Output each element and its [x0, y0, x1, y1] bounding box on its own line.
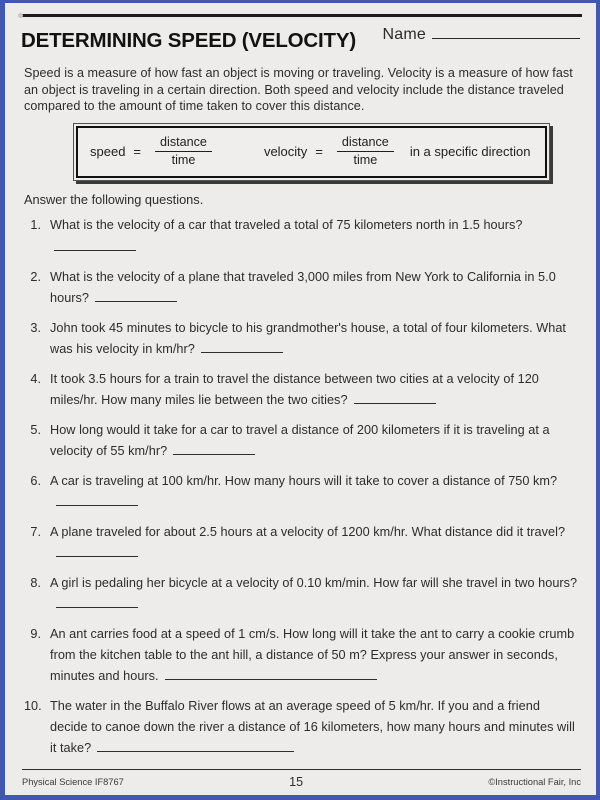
question-text: What is the velocity of a plane that traveled 3,000 miles from New York to California in 5.0 hours?: [50, 270, 556, 305]
speed-denominator: time: [171, 152, 196, 167]
question-number: 7.: [30, 525, 41, 539]
question-item: [24, 420, 580, 462]
question-body: [50, 522, 580, 564]
question-body: [50, 215, 580, 258]
question-text: How long would it take for a car to travel a distance of 200 kilometers if it is traveling at a velocity of 55 km/hr?: [50, 423, 550, 458]
speed-numerator: distance: [155, 135, 212, 152]
velocity-term-label: velocity: [263, 143, 308, 159]
question-number: 4.: [30, 372, 41, 386]
worksheet-sheet: [5, 3, 596, 795]
question-number: 10.: [24, 699, 42, 713]
question-item: [24, 267, 580, 309]
answer-instructions: Answer the following questions.: [24, 192, 204, 207]
question-item: [24, 522, 580, 564]
question-item: [24, 471, 580, 513]
question-text: The water in the Buffalo River flows at an average speed of 5 km/hr. If you and a friend decide to canoe down the river a distance of 16 kilometers, how many hours and minutes will it take?: [50, 699, 575, 755]
question-number: 8.: [30, 576, 41, 590]
answer-blank[interactable]: [354, 391, 436, 404]
answer-blank[interactable]: [201, 340, 283, 353]
question-number: 3.: [30, 321, 41, 335]
question-body: [50, 573, 580, 615]
worksheet-header: [21, 25, 582, 53]
question-text: A girl is pedaling her bicycle at a velocity of 0.10 km/min. How far will she travel in two hours?: [50, 576, 578, 590]
name-input-line[interactable]: [432, 25, 580, 39]
question-body: [50, 267, 580, 309]
answer-blank[interactable]: [56, 493, 138, 506]
question-item: [24, 369, 580, 411]
question-number: 5.: [30, 423, 41, 437]
question-item: [24, 318, 580, 360]
page-footer: [22, 775, 581, 789]
formula-box-inner-border: [76, 126, 547, 178]
answer-blank[interactable]: [56, 595, 138, 608]
question-text: John took 45 minutes to bicycle to his grandmother's house, a total of four kilometers. What was his velocity in km/hr?: [50, 321, 566, 356]
name-field-group: [383, 25, 582, 44]
footer-divider-rule: [22, 769, 581, 770]
question-text: A car is traveling at 100 km/hr. How many hours will it take to cover a distance of 750 km?: [50, 474, 558, 488]
footer-page-number: 15: [289, 775, 304, 789]
header-divider-rule: [21, 14, 582, 17]
speed-term-label: speed: [90, 143, 126, 159]
speed-equals-sign: =: [133, 143, 142, 159]
question-item: [24, 215, 580, 258]
question-text: What is the velocity of a car that traveled a total of 75 kilometers north in 1.5 hours?: [50, 218, 523, 232]
answer-blank[interactable]: [54, 238, 136, 251]
answer-blank[interactable]: [97, 739, 294, 752]
formula-box-outer-border: [73, 123, 550, 181]
question-number: 2.: [30, 270, 41, 284]
answer-blank[interactable]: [173, 442, 255, 455]
question-item: [24, 573, 580, 615]
answer-blank[interactable]: [56, 544, 138, 557]
answer-blank-row: [50, 237, 580, 258]
question-body: [50, 318, 580, 360]
question-body: [50, 420, 580, 462]
name-label: Name: [382, 26, 426, 43]
question-number: 9.: [30, 627, 41, 641]
velocity-equals-sign: =: [315, 143, 323, 159]
question-body: [50, 624, 580, 687]
velocity-numerator: distance: [337, 135, 394, 152]
question-list: [24, 215, 580, 768]
question-text: It took 3.5 hours for a train to travel the distance between two cities at a velocity of 120 miles/hr. How many miles lie between the two cities?: [50, 372, 539, 407]
question-number: 6.: [30, 474, 41, 488]
formula-box: [73, 123, 550, 181]
question-item: [24, 696, 580, 759]
velocity-denominator: time: [353, 152, 378, 167]
question-body: [50, 696, 580, 759]
intro-paragraph: Speed is a measure of how fast an object is moving or traveling. Velocity is a measure of how fast an object is traveling in a certain direction. Both speed and velocity include the distance traveled compared to the amount of time taken to cover this distance.: [24, 66, 573, 114]
formula-line: [90, 135, 533, 168]
speed-fraction: [155, 135, 212, 168]
question-body: [50, 471, 580, 513]
question-text: A plane traveled for about 2.5 hours at a velocity of 1200 km/hr. What distance did it travel?: [50, 525, 566, 539]
question-item: [24, 624, 580, 687]
footer-book-code: Physical Science IF8767: [22, 777, 124, 787]
answer-blank[interactable]: [165, 667, 377, 680]
footer-copyright: ©Instructional Fair, Inc: [488, 777, 581, 787]
velocity-fraction: [337, 135, 394, 168]
page-title: DETERMINING SPEED (VELOCITY): [21, 29, 356, 52]
answer-blank[interactable]: [95, 289, 177, 302]
question-number: 1.: [30, 218, 41, 232]
question-body: [50, 369, 580, 411]
question-text: An ant carries food at a speed of 1 cm/s. How long will it take the ant to carry a cookie crumb from the kitchen table to the ant hill, a distance of 50 m? Express your answer in seconds, minutes and hours.: [50, 627, 575, 683]
velocity-direction-suffix: in a specific direction: [409, 143, 531, 159]
